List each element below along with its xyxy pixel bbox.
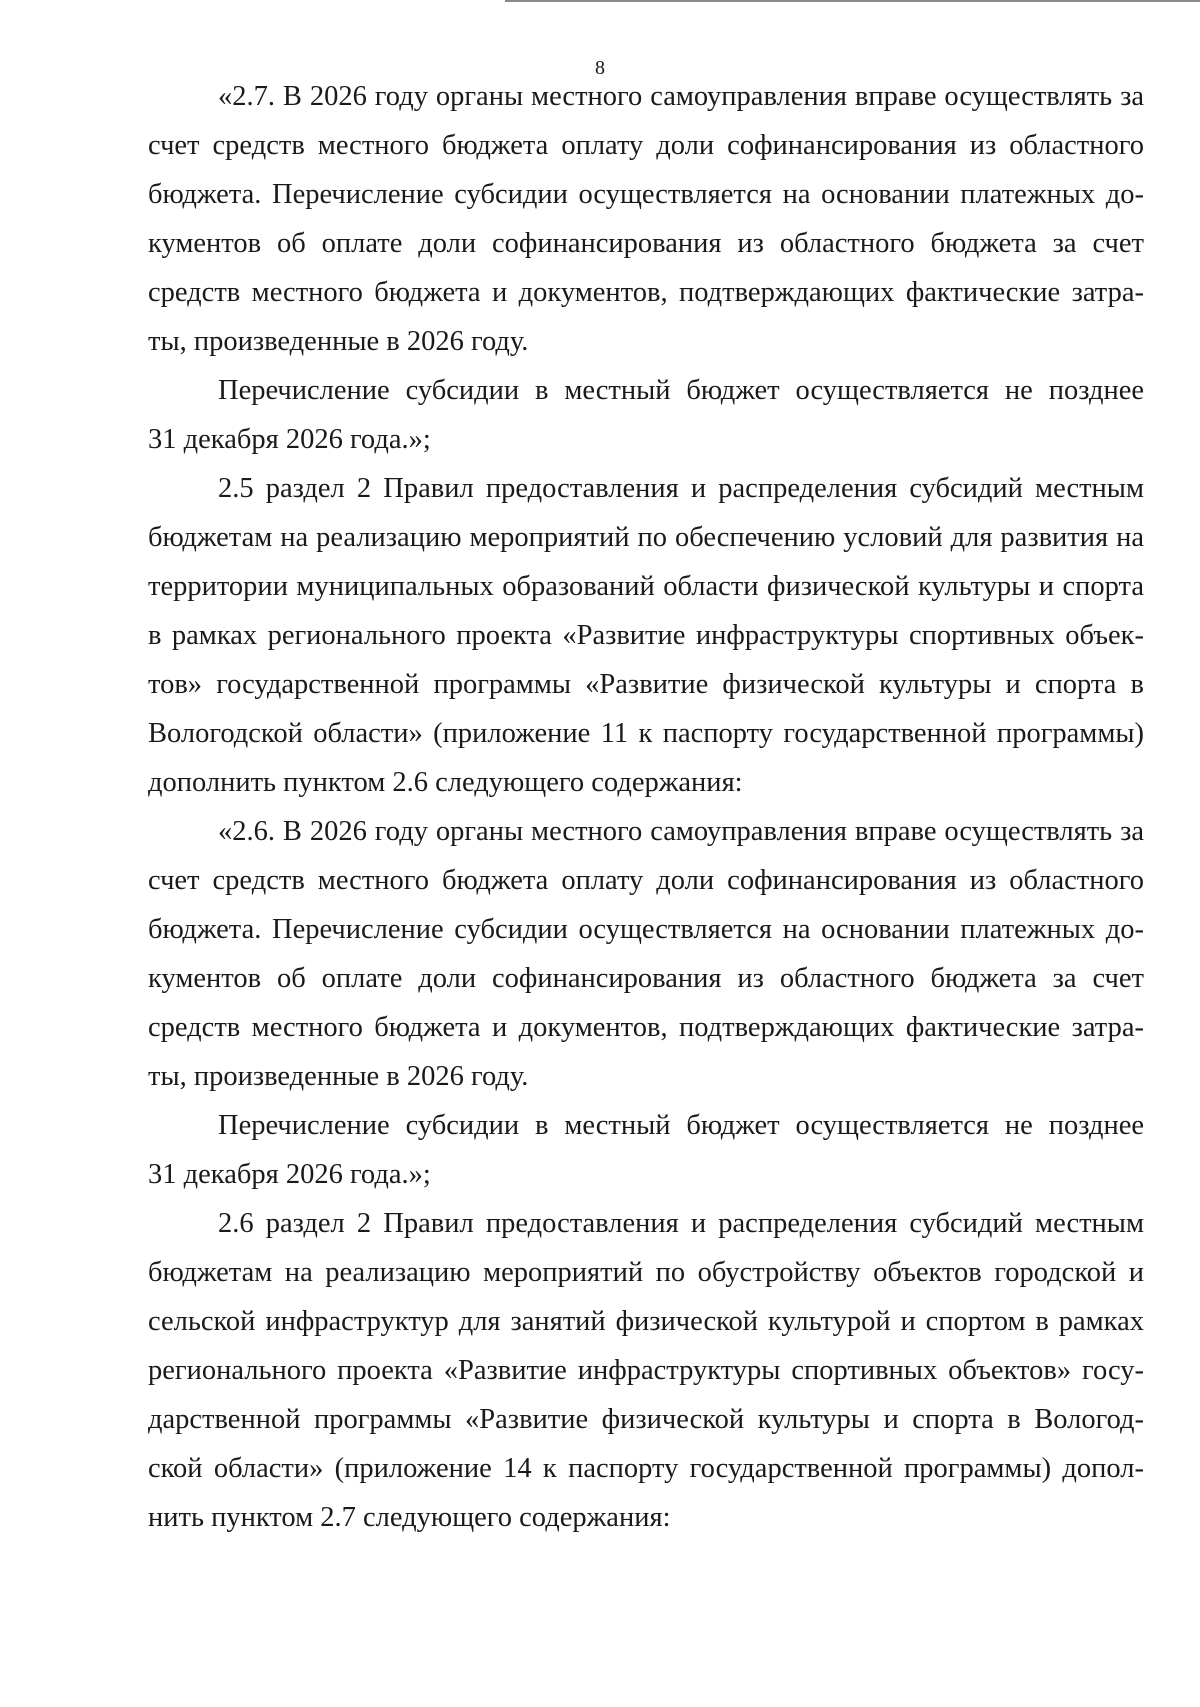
text-line: «2.7. В 2026 году органы местного самоуправления вправе осуществлять за xyxy=(218,81,1144,112)
document-body xyxy=(148,72,1144,1542)
text-line: ты, произведенные в 2026 году. xyxy=(148,1061,529,1092)
paragraph xyxy=(148,366,1144,464)
text-line: кументов об оплате доли софинансирования из областного бюджета за счет xyxy=(148,963,1144,994)
page-number: 8 xyxy=(595,57,605,79)
text-line: бюджета. Перечисление субсидии осуществляется на основании платежных до- xyxy=(148,914,1144,945)
text-line: сельской инфраструктур для занятий физической культурой и спортом в рамках xyxy=(148,1306,1144,1337)
paragraph xyxy=(148,807,1144,1101)
text-line: 31 декабря 2026 года.»; xyxy=(148,1159,431,1190)
text-line: ской области» (приложение 14 к паспорту государственной программы) допол- xyxy=(148,1453,1144,1484)
text-line: тов» государственной программы «Развитие физической культуры и спорта в xyxy=(148,669,1144,700)
text-line: нить пунктом 2.7 следующего содержания: xyxy=(148,1502,671,1533)
text-line: «2.6. В 2026 году органы местного самоуправления вправе осуществлять за xyxy=(218,816,1144,847)
text-line: бюджетам на реализацию мероприятий по обеспечению условий для развития на xyxy=(148,522,1144,553)
text-line: средств местного бюджета и документов, подтверждающих фактические затра- xyxy=(148,1012,1144,1043)
paragraph xyxy=(148,1101,1144,1199)
text-line: Перечисление субсидии в местный бюджет осуществляется не позднее xyxy=(218,375,1144,406)
text-line: дарственной программы «Развитие физической культуры и спорта в Вологод- xyxy=(148,1404,1144,1435)
text-line: ты, произведенные в 2026 году. xyxy=(148,326,529,357)
text-line: счет средств местного бюджета оплату доли софинансирования из областного xyxy=(148,130,1144,161)
text-line: бюджетам на реализацию мероприятий по обустройству объектов городской и xyxy=(148,1257,1144,1288)
text-line: средств местного бюджета и документов, подтверждающих фактические затра- xyxy=(148,277,1144,308)
text-line: дополнить пунктом 2.6 следующего содержания: xyxy=(148,767,743,798)
text-line: 2.6 раздел 2 Правил предоставления и распределения субсидий местным xyxy=(218,1208,1144,1239)
paragraph xyxy=(148,464,1144,807)
text-line: кументов об оплате доли софинансирования из областного бюджета за счет xyxy=(148,228,1144,259)
paragraph xyxy=(148,72,1144,366)
text-line: в рамках регионального проекта «Развитие инфраструктуры спортивных объек- xyxy=(148,620,1144,651)
top-rule xyxy=(505,0,1200,2)
text-line: бюджета. Перечисление субсидии осуществляется на основании платежных до- xyxy=(148,179,1144,210)
text-line: территории муниципальных образований области физической культуры и спорта xyxy=(148,571,1144,602)
text-line: счет средств местного бюджета оплату доли софинансирования из областного xyxy=(148,865,1144,896)
text-line: Вологодской области» (приложение 11 к паспорту государственной программы) xyxy=(148,718,1144,749)
text-line: 2.5 раздел 2 Правил предоставления и распределения субсидий местным xyxy=(218,473,1144,504)
text-line: регионального проекта «Развитие инфраструктуры спортивных объектов» госу- xyxy=(148,1355,1144,1386)
text-line: Перечисление субсидии в местный бюджет осуществляется не позднее xyxy=(218,1110,1144,1141)
text-line: 31 декабря 2026 года.»; xyxy=(148,424,431,455)
paragraph xyxy=(148,1199,1144,1542)
